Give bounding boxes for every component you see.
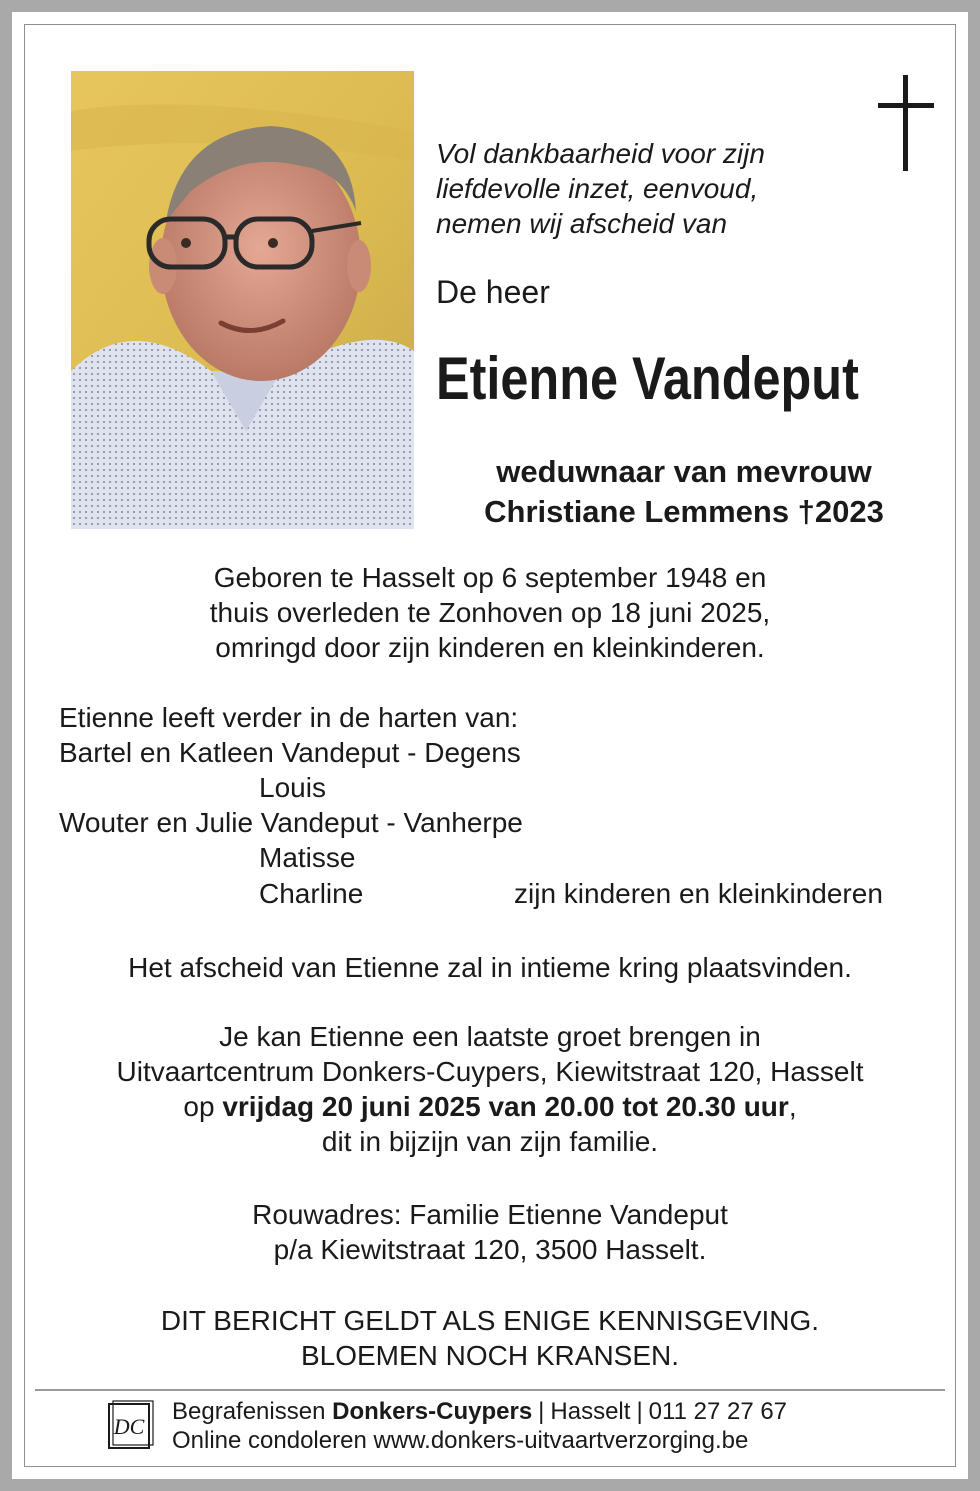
visitation-line: Je kan Etienne een laatste groet brengen in bbox=[219, 1021, 761, 1052]
honorific: De heer bbox=[436, 274, 550, 310]
footer-separator: | bbox=[538, 1398, 545, 1425]
family-couple: Bartel en Katleen Vandeput - Degens bbox=[59, 737, 521, 768]
funeral-home-logo-icon bbox=[106, 1398, 156, 1452]
visitation-line: Uitvaartcentrum Donkers-Cuypers, Kiewitstraat 120, Hasselt bbox=[116, 1056, 864, 1087]
cross-icon bbox=[878, 75, 934, 171]
family-heading: Etienne leeft verder in de harten van: bbox=[59, 702, 519, 733]
birth-death-info bbox=[0, 560, 980, 665]
intro-line: Vol dankbaarheid voor zijn bbox=[436, 138, 765, 169]
deceased-name: Etienne Vandeput bbox=[436, 345, 859, 412]
notice-text bbox=[0, 1303, 980, 1373]
intro-line: liefdevolle inzet, eenvoud, bbox=[436, 173, 759, 204]
family-grandchild: Charline bbox=[259, 878, 364, 909]
farewell-text bbox=[0, 950, 980, 985]
spouse-info bbox=[436, 452, 932, 532]
footer-company-line bbox=[172, 1397, 787, 1426]
visitation-suffix: , bbox=[788, 1091, 797, 1122]
family-couple: Wouter en Julie Vandeput - Vanherpe bbox=[59, 807, 523, 838]
footer-phone[interactable]: 011 27 27 67 bbox=[648, 1398, 788, 1425]
visitation-prefix: op bbox=[183, 1091, 215, 1122]
birth-death-line: thuis overleden te Zonhoven op 18 juni 2025, bbox=[209, 597, 771, 628]
family-relation: zijn kinderen en kleinkinderen bbox=[514, 878, 883, 909]
footer-condolence-label: Online condoleren bbox=[172, 1427, 367, 1454]
family-grandchild: Matisse bbox=[259, 842, 356, 873]
spouse-line: weduwnaar van mevrouw bbox=[496, 454, 872, 489]
footer-prefix: Begrafenissen bbox=[172, 1398, 326, 1425]
visitation-datetime: vrijdag 20 juni 2025 van 20.00 tot 20.30 uur bbox=[222, 1091, 789, 1122]
portrait-photo bbox=[71, 71, 414, 529]
footer-separator: | bbox=[636, 1398, 643, 1425]
address-line: p/a Kiewitstraat 120, 3500 Hasselt. bbox=[273, 1234, 707, 1265]
footer-condolence-line bbox=[172, 1426, 787, 1455]
obituary-card bbox=[12, 12, 968, 1479]
footer-website-link[interactable]: www.donkers-uitvaartverzorging.be bbox=[373, 1427, 749, 1454]
footer-company: Donkers-Cuypers bbox=[332, 1398, 533, 1425]
visitation-line bbox=[0, 1089, 980, 1124]
birth-death-line: omringd door zijn kinderen en kleinkinderen. bbox=[215, 632, 765, 663]
footer-city: Hasselt bbox=[550, 1398, 631, 1425]
footer-divider bbox=[35, 1389, 945, 1391]
intro-text bbox=[436, 136, 856, 241]
visitation-line: dit in bijzijn van zijn familie. bbox=[321, 1126, 659, 1157]
address-info bbox=[0, 1197, 980, 1267]
footer bbox=[172, 1397, 787, 1455]
farewell-line: Het afscheid van Etienne zal in intieme kring plaatsvinden. bbox=[128, 952, 852, 983]
spouse-line: Christiane Lemmens †2023 bbox=[484, 494, 884, 529]
intro-line: nemen wij afscheid van bbox=[436, 208, 728, 239]
address-line: Rouwadres: Familie Etienne Vandeput bbox=[252, 1199, 728, 1230]
logo-text: DC bbox=[113, 1414, 145, 1439]
family-grandchild: Louis bbox=[259, 772, 326, 803]
visitation-info bbox=[0, 1019, 980, 1159]
birth-death-line: Geboren te Hasselt op 6 september 1948 en bbox=[213, 562, 767, 593]
notice-line: DIT BERICHT GELDT ALS ENIGE KENNISGEVING. bbox=[160, 1305, 820, 1336]
notice-line: BLOEMEN NOCH KRANSEN. bbox=[300, 1340, 680, 1371]
